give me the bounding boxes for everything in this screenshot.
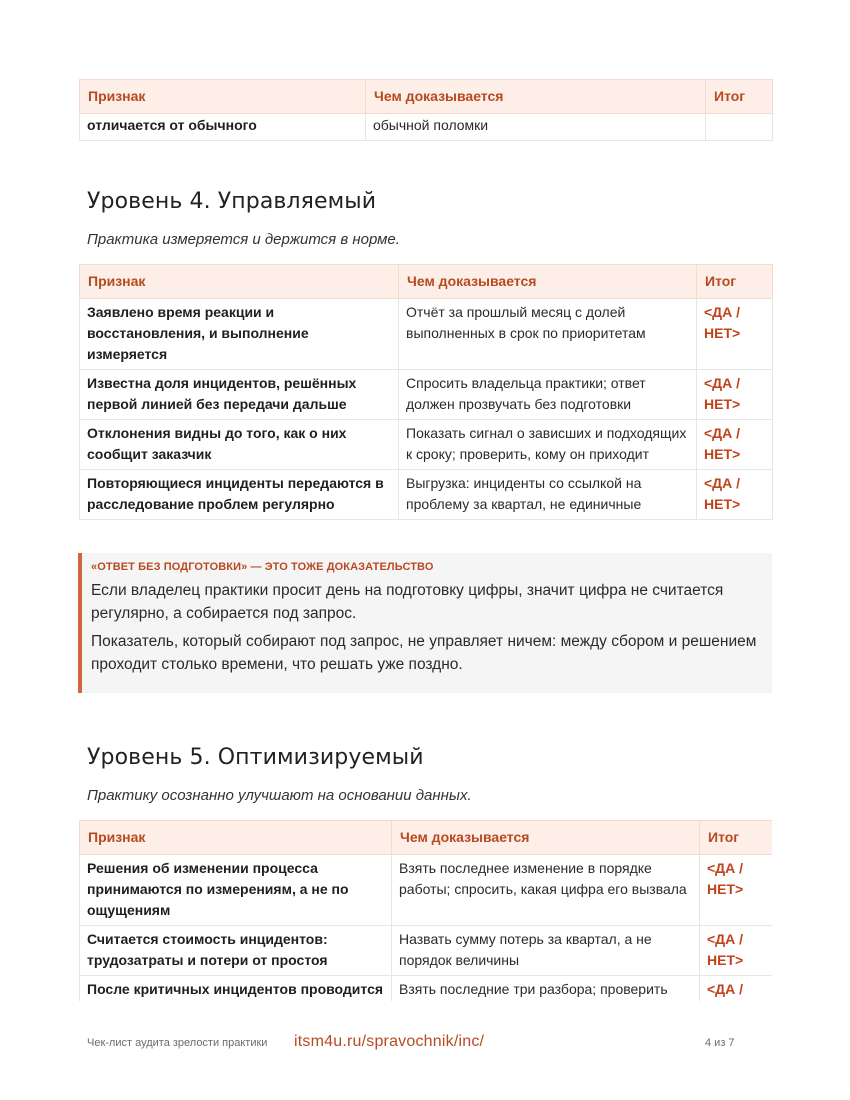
row-sign: После критичных инцидентов проводится (80, 976, 392, 1002)
row-proof: Выгрузка: инциденты со ссылкой на проблему за квартал, не единичные (399, 470, 697, 520)
row-result: <ДА / НЕТ> (697, 370, 773, 420)
footer-page-number: 4 из 7 (705, 1037, 735, 1049)
row-sign: Считается стоимость инцидентов: трудозатраты и потери от простоя (80, 926, 392, 976)
footer-doc-title: Чек-лист аудита зрелости практики (87, 1037, 268, 1049)
row-result: <ДА / (700, 976, 773, 1002)
row-result: <ДА / НЕТ> (697, 470, 773, 520)
row-proof: Отчёт за прошлый месяц с долей выполненных в срок по приоритетам (399, 299, 697, 370)
row-proof: Спросить владельца практики; ответ должен прозвучать без подготовки (399, 370, 697, 420)
row-proof: обычной поломки (366, 114, 706, 141)
row-sign: Заявлено время реакции и восстановления, и выполнение измеряется (80, 299, 399, 370)
row-result: <ДА / НЕТ> (700, 926, 773, 976)
footer-link[interactable]: itsm4u.ru/spravochnik/inc/ (294, 1033, 485, 1050)
col-header-result: Итог (697, 265, 773, 299)
table-row (80, 114, 773, 141)
row-sign: Решения об изменении процесса принимаются по измерениям, а не по ощущениям (80, 855, 392, 926)
row-sign: отличается от обычного (80, 114, 366, 141)
row-result (706, 114, 773, 141)
row-sign: Повторяющиеся инциденты передаются в расследование проблем регулярно (80, 470, 399, 520)
col-header-result: Итог (706, 80, 773, 114)
table-row (80, 420, 773, 470)
table-row (80, 470, 773, 520)
level4-subtitle: Практика измеряется и держится в норме. (87, 231, 400, 248)
level4-table (79, 264, 773, 520)
level5-title: Уровень 5. Оптимизируемый (87, 745, 424, 770)
callout-paragraph-2: Показатель, который собирают под запрос, не управляет ничем: между сбором и решением проходит столько времени, что решать уже поздно. (91, 633, 757, 673)
callout-box (78, 553, 772, 693)
col-header-sign: Признак (80, 80, 366, 114)
table-row (80, 926, 773, 976)
row-result: <ДА / НЕТ> (697, 299, 773, 370)
row-result: <ДА / НЕТ> (700, 855, 773, 926)
row-proof: Показать сигнал о зависших и подходящих к сроку; проверить, кому он приходит (399, 420, 697, 470)
col-header-proof: Чем доказывается (392, 821, 700, 855)
table-header-row (80, 80, 773, 114)
row-proof: Назвать сумму потерь за квартал, а не порядок величины (392, 926, 700, 976)
callout-paragraph-1: Если владелец практики просит день на подготовку цифры, значит цифра не считается регулярно, а собирается под запрос. (91, 582, 724, 622)
level4-title: Уровень 4. Управляемый (87, 189, 377, 214)
col-header-proof: Чем доказывается (399, 265, 697, 299)
row-proof: Взять последнее изменение в порядке работы; спросить, какая цифра его вызвала (392, 855, 700, 926)
table-header-row (80, 821, 773, 855)
table-row (80, 976, 773, 1002)
col-header-sign: Признак (80, 821, 392, 855)
callout-title: «ОТВЕТ БЕЗ ПОДГОТОВКИ» — ЭТО ТОЖЕ ДОКАЗАТЕЛЬСТВО (91, 561, 434, 573)
col-header-proof: Чем доказывается (366, 80, 706, 114)
row-proof: Взять последние три разбора; проверить (392, 976, 700, 1002)
table-row (80, 299, 773, 370)
table-row (80, 855, 773, 926)
table-row (80, 370, 773, 420)
row-result: <ДА / НЕТ> (697, 420, 773, 470)
level5-table-clip (79, 820, 772, 1001)
level5-table (79, 820, 772, 1001)
row-sign: Отклонения видны до того, как о них сообщит заказчик (80, 420, 399, 470)
row-sign: Известна доля инцидентов, решённых первой линией без передачи дальше (80, 370, 399, 420)
table-header-row (80, 265, 773, 299)
level5-subtitle: Практику осознанно улучшают на основании данных. (87, 787, 472, 804)
col-header-result: Итог (700, 821, 773, 855)
table-continued (79, 79, 773, 141)
col-header-sign: Признак (80, 265, 399, 299)
